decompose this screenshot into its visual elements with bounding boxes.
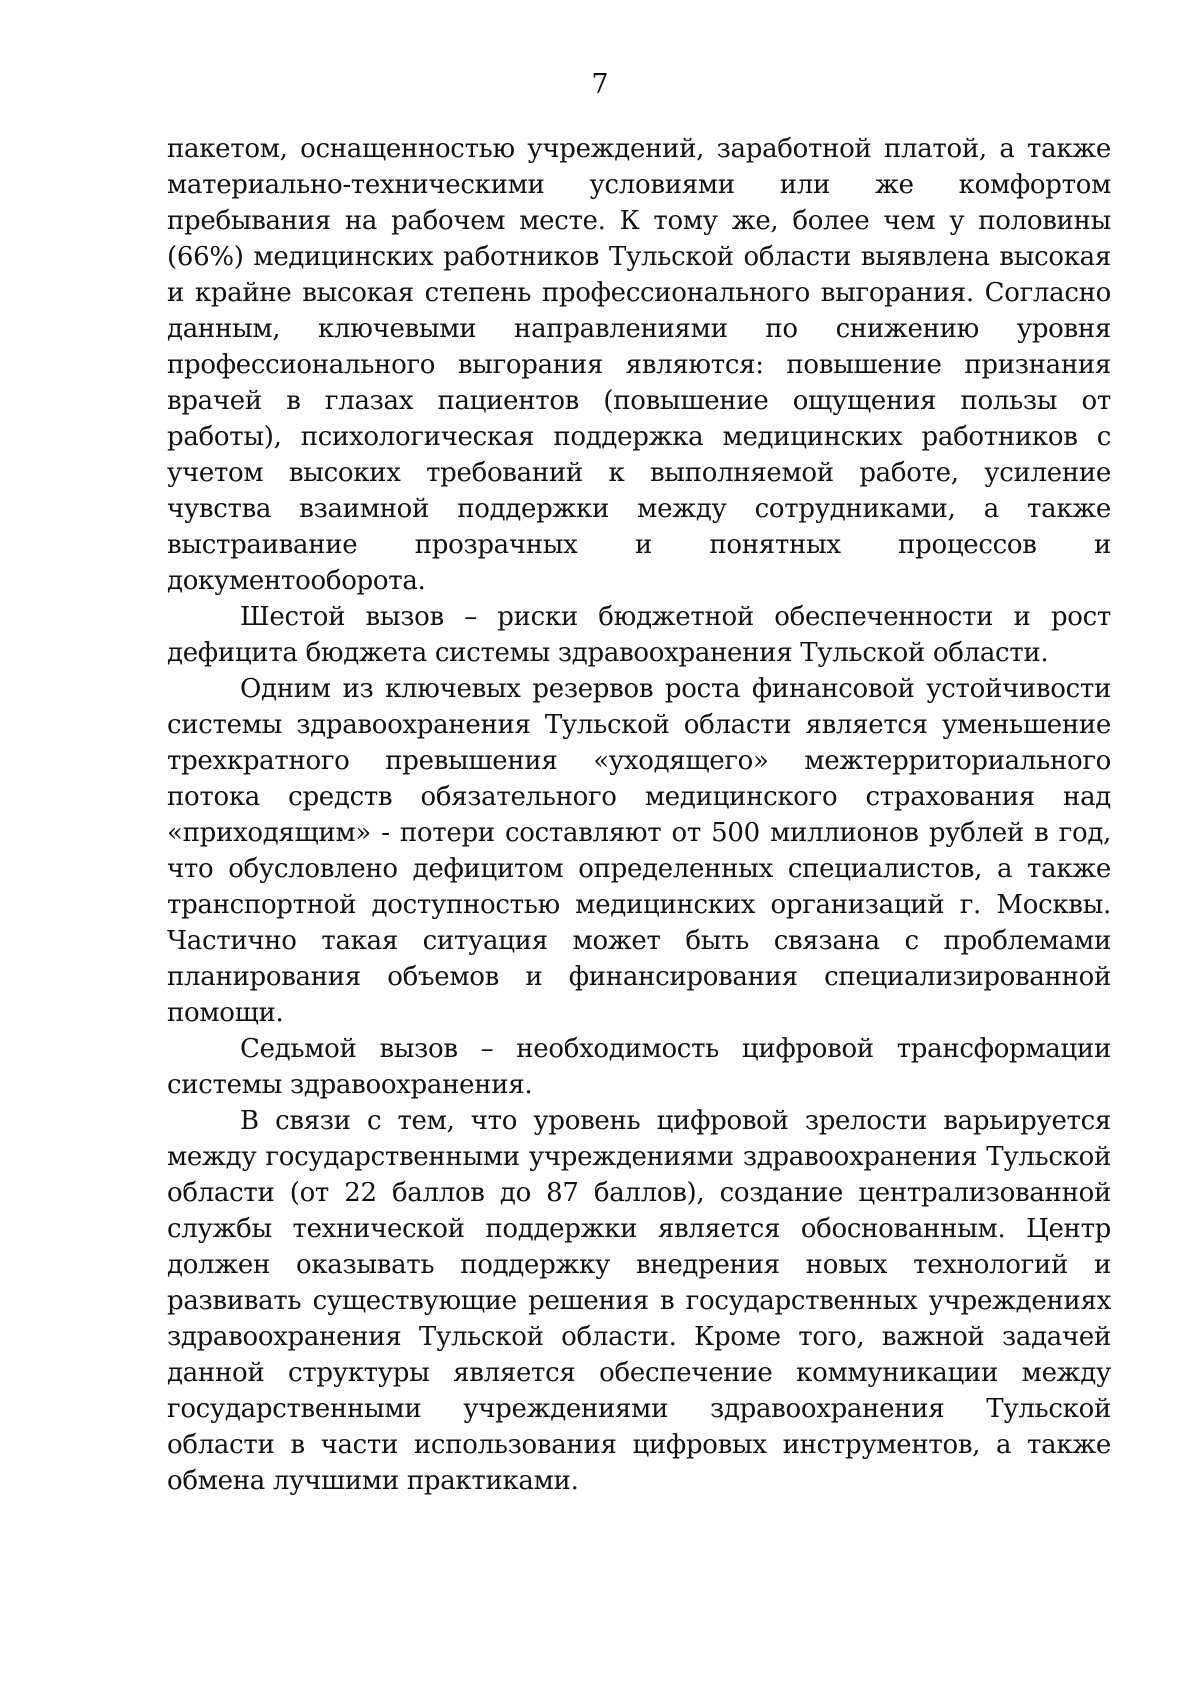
paragraph-digital-maturity: В связи с тем, что уровень цифровой зрелости варьируется между государственными учреждениями здравоохранения Тульской области (от 22 баллов до 87 баллов), создание централизованной службы технической поддержки является обоснованным. Центр должен оказывать поддержку внедрения новых технологий и развивать существующие решения в государственных учреждениях здравоохранения Тульской области. Кроме того, важной задачей данной структуры является обеспечение коммуникации между государственными учреждениями здравоохранения Тульской области в части использования цифровых инструментов, а также обмена лучшими практиками. — [167, 1106, 1111, 1496]
paragraph-seventh-challenge: Седьмой вызов – необходимость цифровой трансформации системы здравоохранения. — [167, 1034, 1111, 1100]
paragraph-continuation: пакетом, оснащенностью учреждений, заработной платой, а также материально-техническими условиями или же комфортом пребывания на рабочем месте. К тому же, более чем у половины (66%) медицинских работников Тульской области выявлена высокая и крайне высокая степень профессионального выгорания. Согласно данным, ключевыми направлениями по снижению уровня профессионального выгорания являются: повышение признания врачей в глазах пациентов (повышение ощущения пользы от работы), психологическая поддержка медицинских работников с учетом высоких требований к выполняемой работе, усиление чувства взаимной поддержки между сотрудниками, а также выстраивание прозрачных и понятных процессов и документооборота. — [167, 134, 1111, 596]
page-number: 7 — [591, 69, 609, 100]
document-body — [167, 131, 1111, 1499]
paragraph-sixth-challenge: Шестой вызов – риски бюджетной обеспеченности и рост дефицита бюджета системы здравоохранения Тульской области. — [167, 602, 1111, 668]
paragraph-financial-reserves: Одним из ключевых резервов роста финансовой устойчивости системы здравоохранения Тульской области является уменьшение трехкратного превышения «уходящего» межтерриториального потока средств обязательного медицинского страхования над «приходящим» - потери составляют от 500 миллионов рублей в год, что обусловлено дефицитом определенных специалистов, а также транспортной доступностью медицинских организаций г. Москвы. Частично такая ситуация может быть связана с проблемами планирования объемов и финансирования специализированной помощи. — [167, 674, 1111, 1028]
